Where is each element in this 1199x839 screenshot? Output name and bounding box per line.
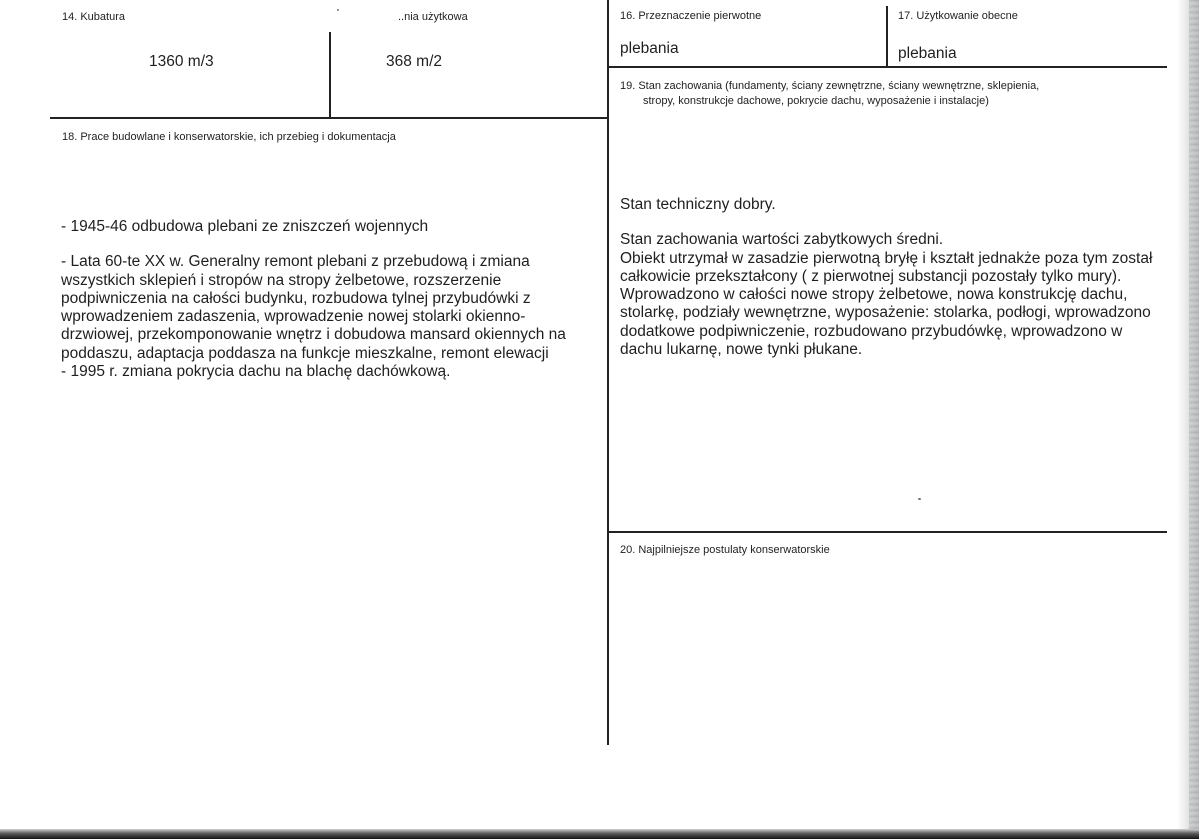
uzytkowanie-label: 17. Użytkowanie obecne [898,10,1018,22]
scan-edge-right [1177,0,1199,839]
przeznaczenie-label: 16. Przeznaczenie pierwotne [620,10,762,22]
postulaty-label: 20. Najpilniejsze postulaty konserwatorskie [620,544,830,556]
divider-row-top-left [50,117,609,119]
divider-kubatura-powierzchnia [329,32,331,119]
scan-speck [918,498,921,500]
kubatura-label: 14. Kubatura [62,11,125,23]
prace-label: 18. Prace budowlane i konserwatorskie, ich przebieg i dokumentacja [62,131,396,143]
prace-item-1995: - 1995 r. zmiana pokrycia dachu na blachę dachówkową. [61,363,451,381]
kubatura-value: 1360 m/3 [149,53,214,70]
divider-center [607,0,609,745]
stan-zachowania-label-line1: 19. Stan zachowania (fundamenty, ściany zewnętrzne, ściany wewnętrzne, sklepienia, [620,80,1040,92]
opis-przeksztalcen-paragraph: Obiekt utrzymał w zasadzie pierwotną bryłę i kształt jednakże poza tym został całkowicie przekształcony ( z pierwotnej substancji pozostały tylko mury). Wprowadzono w całości nowe stropy żelbetowe, nowa konstrukcję dachu, stolarkę, podziały wewnętrzne, wyposażenie: stolarka, podłogi, wprowadzono dodatkowe podpiwniczenie, rozbudowano przybudówkę, wprowadzono w dachu lukarnę, nowe tynki płukane. [620,249,1153,359]
stan-zachowania-text [620,196,1168,359]
divider-row-stan-postulaty [609,531,1167,533]
stan-techniczny-paragraph: Stan techniczny dobry. [620,196,776,213]
prace-item-1945: - 1945-46 odbudowa plebani ze zniszczeń wojennych [61,218,429,235]
scan-edge-bottom [0,829,1199,839]
powierzchnia-label: ..nia użytkowa [398,11,468,23]
przeznaczenie-value: plebania [620,40,679,57]
divider-przeznaczenie-uzytkowanie [886,6,888,68]
uzytkowanie-value: plebania [898,45,957,62]
divider-row-top-right [609,66,1167,68]
prace-item-lata-60: - Lata 60-te XX w. Generalny remont plebani z przebudową i zmiana wszystkich sklepień i stropów na stropy żelbetowe, rozszerzenie podpiwniczenia na całości budynku, rozbudowa tylnej przybudówki z wprowadzeniem zadaszenia, wprowadzenie nowej stolarki okienno-drzwiowej, przekomponowanie wnętrz i dobudowa mansard okiennych na poddaszu, adaptacja poddasza na funkcje mieszkalne, remont elewacji [61,253,566,362]
scan-speck [337,9,339,11]
stan-zachowania-label-line2: stropy, konstrukcje dachowe, pokrycie dachu, wyposażenie i instalacje) [643,95,989,107]
prace-text [61,218,597,381]
powierzchnia-value: 368 m/2 [386,53,443,70]
stan-wartosci-paragraph: Stan zachowania wartości zabytkowych średni. [620,231,944,249]
